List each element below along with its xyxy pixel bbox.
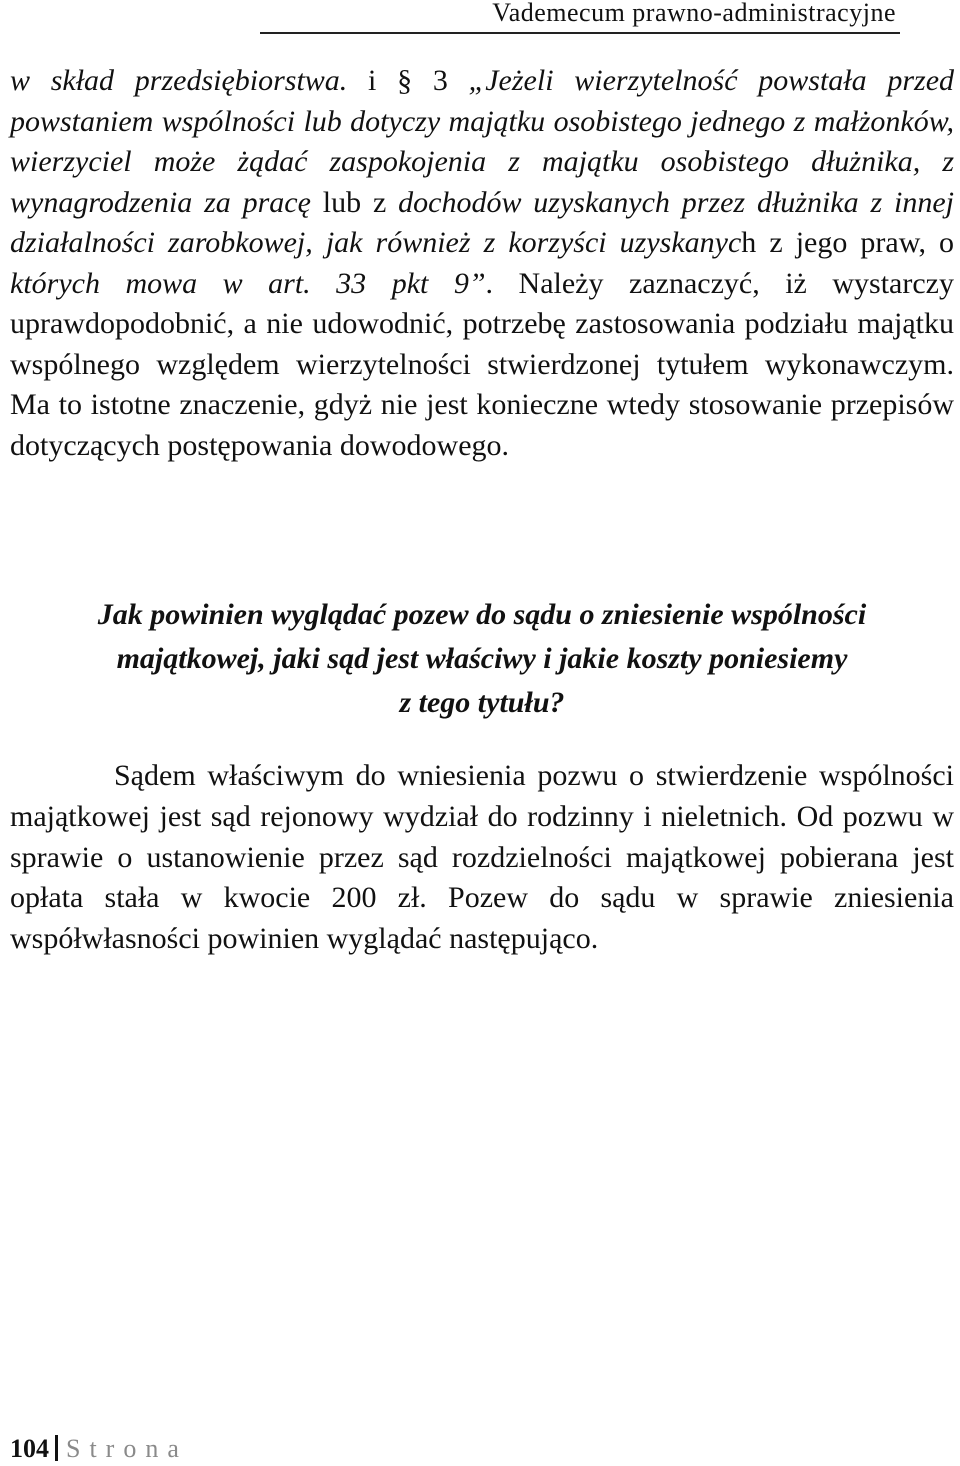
answer-paragraph [10, 756, 954, 960]
plain-text-1: i § 3 [347, 64, 469, 97]
plain-text-2: lub z [310, 185, 399, 219]
page-footer [10, 1434, 188, 1464]
heading-line-3: z tego tytułu? [399, 686, 565, 719]
section-question-heading [10, 593, 954, 725]
plain-text-3: h z jego praw, o [741, 226, 954, 259]
page-word: Strona [66, 1434, 188, 1463]
quote-text-4: których mowa w art. 33 pkt 9” [10, 266, 486, 300]
quote-text-2: „Jeżeli wierzytelność powstała przed powstaniem wspólności lub dotyczy majątku osobistego jednego z małżonków, wierzyciel może żądać zaspokojenia z majątku osobistego dłużnika, z wynagrodzenia za pracę [10, 64, 955, 219]
plain-text-4: . Należy zaznaczyć, iż wystarczy uprawdopodobnić, a nie udowodnić, potrzebę zastosowania podziału majątku wspólnego względem wierzytelności stwierdzonej tytułem wykonawczym. Ma to istotne znaczenie, gdyż nie jest konieczne wtedy stosowanie przepisów dotyczących postępowania dowodowego. [10, 266, 954, 462]
answer-paragraph-text: Sądem właściwym do wniesienia pozwu o stwierdzenie wspólności majątkowej jest sąd rejonowy wydział do rodzinny i nieletnich. Od pozwu w sprawie o ustanowienie przez sąd rozdzielności majątkowej pobierana jest opłata stała w kwocie 200 zł. Pozew do sądu w sprawie zniesienia współwłasności powinien wyglądać następująco. [10, 759, 954, 956]
running-header-title: Vademecum prawno-administracyjne [492, 0, 896, 27]
paragraph-continuation [10, 61, 954, 466]
quote-text-3: dochodów uzyskanych przez dłużnika z innej działalności zarobkowej, jak również z korzyści uzyskanyc [10, 185, 954, 259]
page-number: 104 [10, 1434, 49, 1463]
heading-line-1: Jak powinien wyglądać pozew do sądu o zniesienie wspólności [97, 598, 867, 631]
running-header [260, 0, 900, 34]
footer-separator [55, 1435, 58, 1461]
heading-line-2: majątkowej, jaki sąd jest właściwy i jakie koszty poniesiemy [116, 642, 848, 675]
quote-text-1: w skład przedsiębiorstwa. [10, 64, 348, 97]
